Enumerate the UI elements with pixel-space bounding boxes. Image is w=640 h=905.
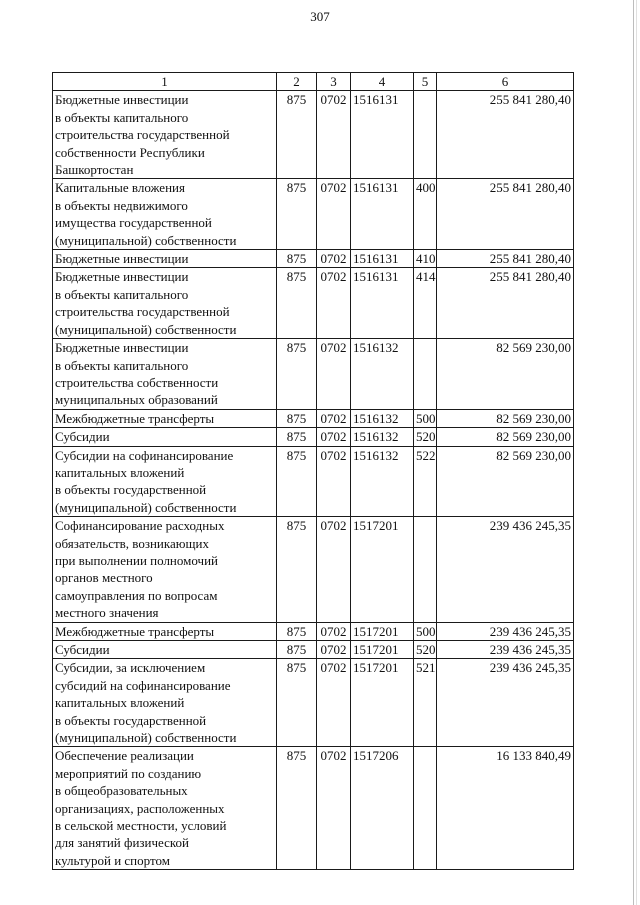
table-row (53, 428, 574, 446)
table-body (53, 91, 574, 870)
amount-cell: 255 841 280,40 (437, 250, 574, 268)
expense-type-cell (414, 517, 437, 622)
column-header-4: 4 (351, 73, 414, 91)
table-row (53, 179, 574, 250)
target-article-cell: 1516131 (351, 179, 414, 250)
amount-cell: 255 841 280,40 (437, 91, 574, 179)
expense-name-cell: Субсидии, за исключением субсидий на софинансирование капитальных вложений в объекты государственной (муниципальной) собственности (53, 659, 277, 747)
expense-type-cell: 410 (414, 250, 437, 268)
scan-edge-line (633, 0, 634, 905)
amount-cell: 255 841 280,40 (437, 268, 574, 339)
amount-cell: 239 436 245,35 (437, 517, 574, 622)
column-header-1: 1 (53, 73, 277, 91)
table-row (53, 409, 574, 427)
expense-type-cell (414, 747, 437, 870)
section-code-cell: 0702 (317, 446, 351, 517)
expense-type-cell (414, 339, 437, 410)
column-header-3: 3 (317, 73, 351, 91)
expense-name-cell: Обеспечение реализации мероприятий по созданию в общеобразовательных организациях, расположенных в сельской местности, условий для занятий физической культурой и спортом (53, 747, 277, 870)
grbs-code-cell: 875 (277, 268, 317, 339)
section-code-cell: 0702 (317, 268, 351, 339)
target-article-cell: 1516131 (351, 268, 414, 339)
column-header-2: 2 (277, 73, 317, 91)
amount-cell: 82 569 230,00 (437, 446, 574, 517)
expense-type-cell: 520 (414, 641, 437, 659)
section-code-cell: 0702 (317, 250, 351, 268)
section-code-cell: 0702 (317, 179, 351, 250)
amount-cell: 239 436 245,35 (437, 659, 574, 747)
grbs-code-cell: 875 (277, 659, 317, 747)
expense-type-cell (414, 91, 437, 179)
expense-name-cell: Субсидии (53, 641, 277, 659)
target-article-cell: 1516132 (351, 409, 414, 427)
page-number: 307 (310, 9, 330, 24)
amount-cell: 16 133 840,49 (437, 747, 574, 870)
expense-name-cell: Бюджетные инвестиции в объекты капитального строительства собственности муниципальных образований (53, 339, 277, 410)
target-article-cell: 1516132 (351, 446, 414, 517)
section-code-cell: 0702 (317, 659, 351, 747)
target-article-cell: 1517201 (351, 517, 414, 622)
scan-edge-line-secondary (636, 0, 637, 905)
amount-cell: 239 436 245,35 (437, 622, 574, 640)
target-article-cell: 1516131 (351, 250, 414, 268)
table-row (53, 641, 574, 659)
grbs-code-cell: 875 (277, 250, 317, 268)
table-row (53, 268, 574, 339)
table-header-row (53, 73, 574, 91)
grbs-code-cell: 875 (277, 446, 317, 517)
section-code-cell: 0702 (317, 428, 351, 446)
column-header-6: 6 (437, 73, 574, 91)
section-code-cell: 0702 (317, 622, 351, 640)
expense-name-cell: Межбюджетные трансферты (53, 409, 277, 427)
table-row (53, 91, 574, 179)
amount-cell: 82 569 230,00 (437, 409, 574, 427)
expense-type-cell: 522 (414, 446, 437, 517)
amount-cell: 255 841 280,40 (437, 179, 574, 250)
expense-type-cell: 500 (414, 409, 437, 427)
grbs-code-cell: 875 (277, 339, 317, 410)
table-row (53, 446, 574, 517)
section-code-cell: 0702 (317, 91, 351, 179)
target-article-cell: 1517201 (351, 641, 414, 659)
table-row (53, 747, 574, 870)
expense-name-cell: Капитальные вложения в объекты недвижимого имущества государственной (муниципальной) собственности (53, 179, 277, 250)
table-row (53, 659, 574, 747)
budget-table (52, 72, 574, 870)
target-article-cell: 1516131 (351, 91, 414, 179)
expense-type-cell: 521 (414, 659, 437, 747)
grbs-code-cell: 875 (277, 622, 317, 640)
expense-name-cell: Бюджетные инвестиции в объекты капитального строительства государственной собственности Республики Башкортостан (53, 91, 277, 179)
amount-cell: 82 569 230,00 (437, 428, 574, 446)
grbs-code-cell: 875 (277, 179, 317, 250)
expense-type-cell: 500 (414, 622, 437, 640)
table-row (53, 250, 574, 268)
section-code-cell: 0702 (317, 517, 351, 622)
expense-type-cell: 520 (414, 428, 437, 446)
expense-name-cell: Субсидии на софинансирование капитальных вложений в объекты государственной (муниципальной) собственности (53, 446, 277, 517)
table-row (53, 622, 574, 640)
expense-name-cell: Бюджетные инвестиции (53, 250, 277, 268)
grbs-code-cell: 875 (277, 91, 317, 179)
target-article-cell: 1516132 (351, 428, 414, 446)
column-header-5: 5 (414, 73, 437, 91)
expense-name-cell: Бюджетные инвестиции в объекты капитального строительства государственной (муниципальной) собственности (53, 268, 277, 339)
section-code-cell: 0702 (317, 641, 351, 659)
target-article-cell: 1516132 (351, 339, 414, 410)
target-article-cell: 1517201 (351, 659, 414, 747)
section-code-cell: 0702 (317, 409, 351, 427)
grbs-code-cell: 875 (277, 428, 317, 446)
expense-name-cell: Софинансирование расходных обязательств, возникающих при выполнении полномочий органов местного самоуправления по вопросам местного значения (53, 517, 277, 622)
expense-type-cell: 414 (414, 268, 437, 339)
expense-type-cell: 400 (414, 179, 437, 250)
grbs-code-cell: 875 (277, 641, 317, 659)
amount-cell: 82 569 230,00 (437, 339, 574, 410)
grbs-code-cell: 875 (277, 409, 317, 427)
grbs-code-cell: 875 (277, 517, 317, 622)
grbs-code-cell: 875 (277, 747, 317, 870)
target-article-cell: 1517206 (351, 747, 414, 870)
section-code-cell: 0702 (317, 339, 351, 410)
target-article-cell: 1517201 (351, 622, 414, 640)
amount-cell: 239 436 245,35 (437, 641, 574, 659)
expense-name-cell: Субсидии (53, 428, 277, 446)
table-row (53, 339, 574, 410)
section-code-cell: 0702 (317, 747, 351, 870)
expense-name-cell: Межбюджетные трансферты (53, 622, 277, 640)
table-row (53, 517, 574, 622)
